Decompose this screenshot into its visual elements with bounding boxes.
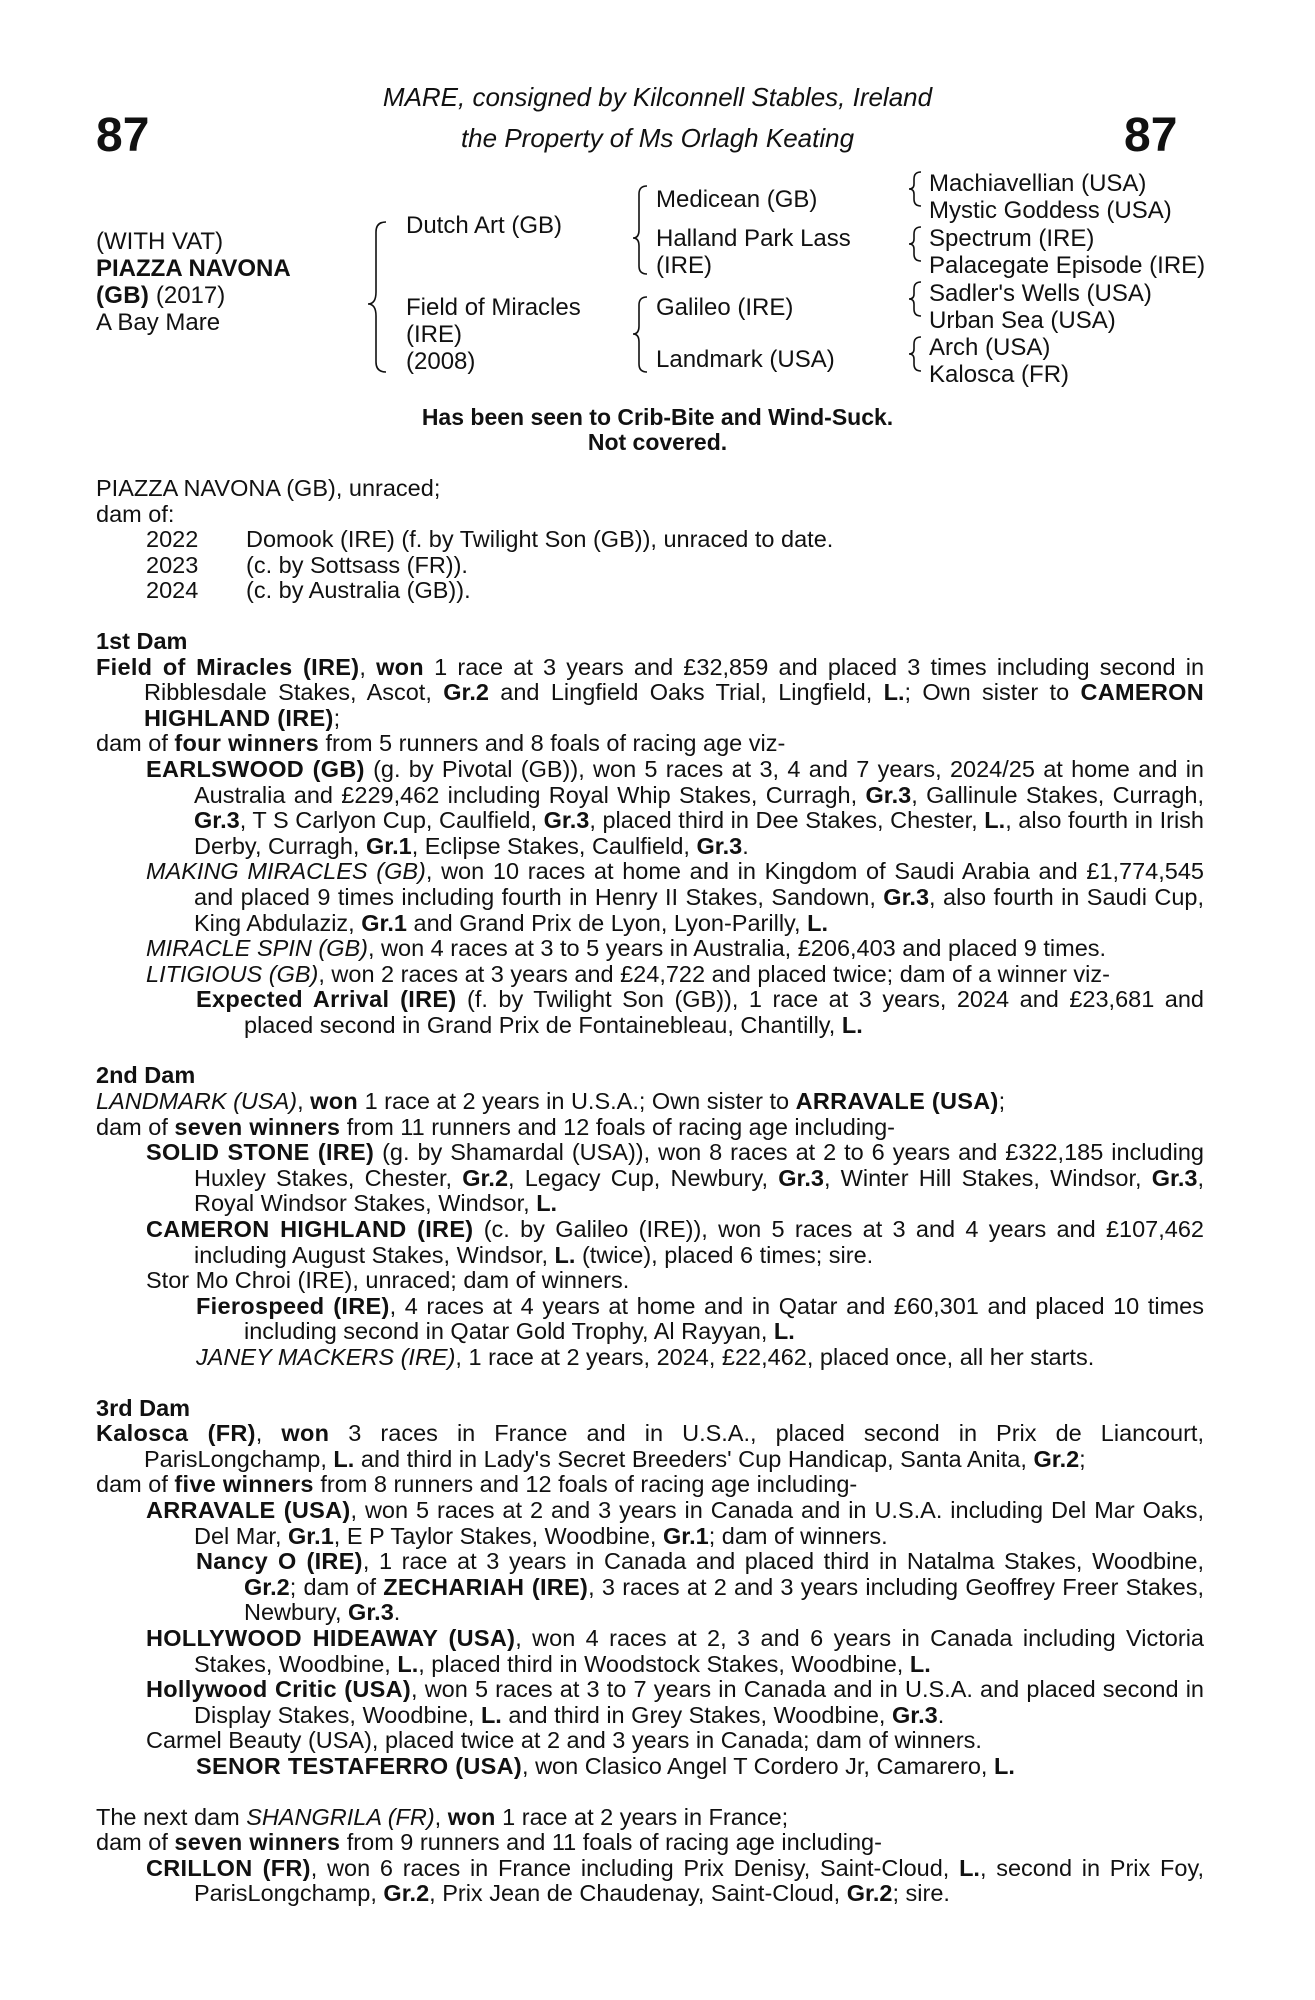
entry-solid-stone: SOLID STONE (IRE) (g. by Shamardal (USA)), won 8 races at 2 to 6 years and £322,185 including Huxley Stakes, Chester, Gr.2, Legacy Cup, Newbury, Gr.3, Winter Hill Stakes, Windsor, Gr.3, Royal Windsor Stakes, Windsor, L. — [146, 1139, 1204, 1217]
gen3-ssd: Mystic Goddess (USA) — [929, 197, 1172, 224]
entry-making-miracles: MAKING MIRACLES (GB), won 10 races at home and in Kingdom of Saudi Arabia and £1,774,545 and placed 9 times including fourth in Henry II Stakes, Sandown, Gr.3, also fourth in Saudi Cup, King Abdulaziz, Gr.1 and Grand Prix de Lyon, Lyon-Parilly, L. — [146, 858, 1204, 936]
sire-name: Dutch Art (GB) — [406, 212, 563, 239]
third-dam-produce-summary: dam of five winners from 8 runners and 12 foals of racing age including- — [96, 1471, 858, 1498]
entry-carmel-beauty: Carmel Beauty (USA), placed twice at 2 and 3 years in Canada; dam of winners. — [146, 1727, 982, 1754]
brace-gen1 — [368, 222, 386, 372]
produce-row — [96, 527, 1204, 553]
next-dam-produce-summary: dam of seven winners from 9 runners and 11 foals of racing age including- — [96, 1829, 882, 1856]
produce-text: (c. by Australia (GB)). — [246, 577, 471, 604]
entry-earlswood: EARLSWOOD (GB) (g. by Pivotal (GB)), won 5 races at 3, 4 and 7 years, 2024/25 at home and in Australia and £229,462 including Royal Whip Stakes, Curragh, Gr.3, Gallinule Stakes, Curragh, Gr.3, T S Carlyon Cup, Caulfield, Gr.3, placed third in Dee Stakes, Chester, L., also fourth in Irish Derby, Curragh, Gr.1, Eclipse Stakes, Caulfield, Gr.3. — [146, 755, 1205, 859]
sire-sire: Medicean (GB) — [656, 186, 818, 213]
dam-sire: Galileo (IRE) — [656, 294, 794, 321]
entry-stor-mo-chroi: Stor Mo Chroi (IRE), unraced; dam of winners. — [146, 1267, 630, 1294]
produce-text: Domook (IRE) (f. by Twilight Son (GB)), unraced to date. — [246, 526, 834, 553]
first-dam-produce-summary: dam of four winners from 5 runners and 8 foals of racing age viz- — [96, 730, 786, 757]
entry-hollywood-hideaway: HOLLYWOOD HIDEAWAY (USA), won 4 races at 2, 3 and 6 years in Canada including Victoria Stakes, Woodbine, L., placed third in Woodstock Stakes, Woodbine, L. — [146, 1624, 1204, 1677]
entry-janey-mackers: JANEY MACKERS (IRE), 1 race at 2 years, 2024, £22,462, placed once, all her starts. — [196, 1344, 1095, 1370]
dam-dam: Landmark (USA) — [656, 346, 835, 373]
dam-name-1: Field of Miracles — [406, 294, 581, 321]
brace-ds — [909, 282, 921, 316]
gen3-sss: Machiavellian (USA) — [929, 170, 1147, 197]
entry-expected-arrival: Expected Arrival (IRE) (f. by Twilight Son (GB)), 1 race at 3 years, 2024 and £23,681 and placed second in Grand Prix de Fontainebleau, Chantilly, L. — [196, 986, 1204, 1038]
third-dam-record: Kalosca (FR), won 3 races in France and in U.S.A., placed second in Prix de Liancourt, ParisLongchamp, L. and third in Lady's Secret Breeders' Cup Handicap, Santa Anita, Gr.2; — [96, 1420, 1204, 1472]
entry-nancy-o: Nancy O (IRE), 1 race at 3 years in Canada and placed third in Natalma Stakes, Woodbine, Gr.2; dam of ZECHARIAH (IRE), 3 races at 2 and 3 years including Geoffrey Freer Stakes, Newbury, Gr.3. — [196, 1548, 1204, 1626]
sire-dam-1: Halland Park Lass — [656, 225, 851, 252]
vat-label: (WITH VAT) — [96, 228, 224, 255]
second-dam-produce-summary: dam of seven winners from 11 runners and 12 foals of racing age including- — [96, 1113, 896, 1140]
consignor-line: MARE, consigned by Kilconnell Stables, Ireland — [382, 82, 933, 112]
entry-arravale: ARRAVALE (USA), won 5 races at 2 and 3 years in Canada and in U.S.A. including Del Mar Oaks, Del Mar, Gr.1, E P Taylor Stakes, Woodbine, Gr.1; dam of winners. — [146, 1496, 1204, 1549]
entry-litigious: LITIGIOUS (GB), won 2 races at 3 years and £24,722 and placed twice; dam of a winner viz- — [146, 960, 1110, 987]
dam-name-3: (2008) — [406, 348, 476, 375]
second-dam-heading: 2nd Dam — [96, 1062, 196, 1089]
sire-dam-2: (IRE) — [656, 252, 712, 279]
produce-year: 2024 — [146, 577, 199, 604]
first-dam-heading: 1st Dam — [96, 627, 188, 654]
brace-sire — [633, 186, 647, 274]
entry-hollywood-critic: Hollywood Critic (USA), won 5 races at 3 to 7 years in Canada and in U.S.A. and placed second in Display Stakes, Woodbine, L. and third in Grey Stakes, Woodbine, Gr.3. — [146, 1676, 1204, 1728]
produce-damof: dam of: — [96, 500, 175, 527]
brace-dam — [633, 297, 647, 372]
horse-year: (2017) — [155, 282, 226, 309]
gen3-ddd: Kalosca (FR) — [929, 361, 1070, 388]
notice-line-1: Has been seen to Crib-Bite and Wind-Suck. — [421, 404, 894, 430]
produce-year: 2022 — [146, 526, 199, 553]
produce-row — [96, 578, 1204, 604]
property-line: the Property of Ms Orlagh Keating — [460, 123, 855, 153]
entry-miracle-spin: MIRACLE SPIN (GB), won 4 races at 3 to 5 years in Australia, £206,403 and placed 9 times. — [146, 935, 1107, 962]
entry-crillon: CRILLON (FR), won 6 races in France including Prix Denisy, Saint-Cloud, L., second in Prix Foy, ParisLongchamp, Gr.2, Prix Jean de Chaudenay, Saint-Cloud, Gr.2; sire. — [146, 1854, 1204, 1907]
entry-cameron-highland: CAMERON HIGHLAND (IRE) (c. by Galileo (IRE)), won 5 races at 3 and 4 years and £107,462 including August Stakes, Windsor, L. (twice), placed 6 times; sire. — [146, 1216, 1204, 1268]
brace-dd — [909, 337, 921, 371]
gen3-dsd: Urban Sea (USA) — [929, 307, 1116, 334]
produce-row — [96, 553, 1204, 579]
gen3-sds: Spectrum (IRE) — [929, 225, 1095, 252]
produce-year: 2023 — [146, 551, 199, 578]
lot-number-left: 87 — [96, 109, 150, 162]
first-dam-record: Field of Miracles (IRE), won 1 race at 3 years and £32,859 and placed 3 times including second in Ribblesdale Stakes, Ascot, Gr.2 and Lingfield Oaks Trial, Lingfield, L.; Own sister to CAMERON HIGHLAND (IRE); — [96, 653, 1205, 731]
brace-ss — [909, 172, 921, 206]
lot-number-right: 87 — [1124, 109, 1178, 162]
produce-text: (c. by Sottsass (FR)). — [246, 551, 468, 578]
dam-name-2: (IRE) — [406, 321, 462, 348]
horse-description: A Bay Mare — [96, 309, 221, 336]
gen3-dss: Sadler's Wells (USA) — [929, 280, 1152, 307]
horse-country: (GB) — [96, 282, 150, 309]
produce-intro: PIAZZA NAVONA (GB), unraced; — [96, 475, 441, 501]
gen3-dds: Arch (USA) — [929, 334, 1051, 361]
gen3-sdd: Palacegate Episode (IRE) — [929, 252, 1206, 279]
third-dam-heading: 3rd Dam — [96, 1394, 191, 1421]
entry-senor-testaferro: SENOR TESTAFERRO (USA), won Clasico Angel T Cordero Jr, Camarero, L. — [196, 1752, 1015, 1779]
brace-sd — [909, 227, 921, 261]
horse-name: PIAZZA NAVONA — [96, 255, 291, 282]
second-dam-record: LANDMARK (USA), won 1 race at 2 years in U.S.A.; Own sister to ARRAVALE (USA); — [96, 1088, 1006, 1115]
next-dam-record: The next dam SHANGRILA (FR), won 1 race at 2 years in France; — [96, 1803, 789, 1830]
notice-line-2: Not covered. — [587, 429, 728, 455]
entry-fierospeed: Fierospeed (IRE), 4 races at 4 years at home and in Qatar and £60,301 and placed 10 times including second in Qatar Gold Trophy, Al Rayyan, L. — [196, 1292, 1205, 1345]
catalogue-body — [96, 476, 1204, 1907]
